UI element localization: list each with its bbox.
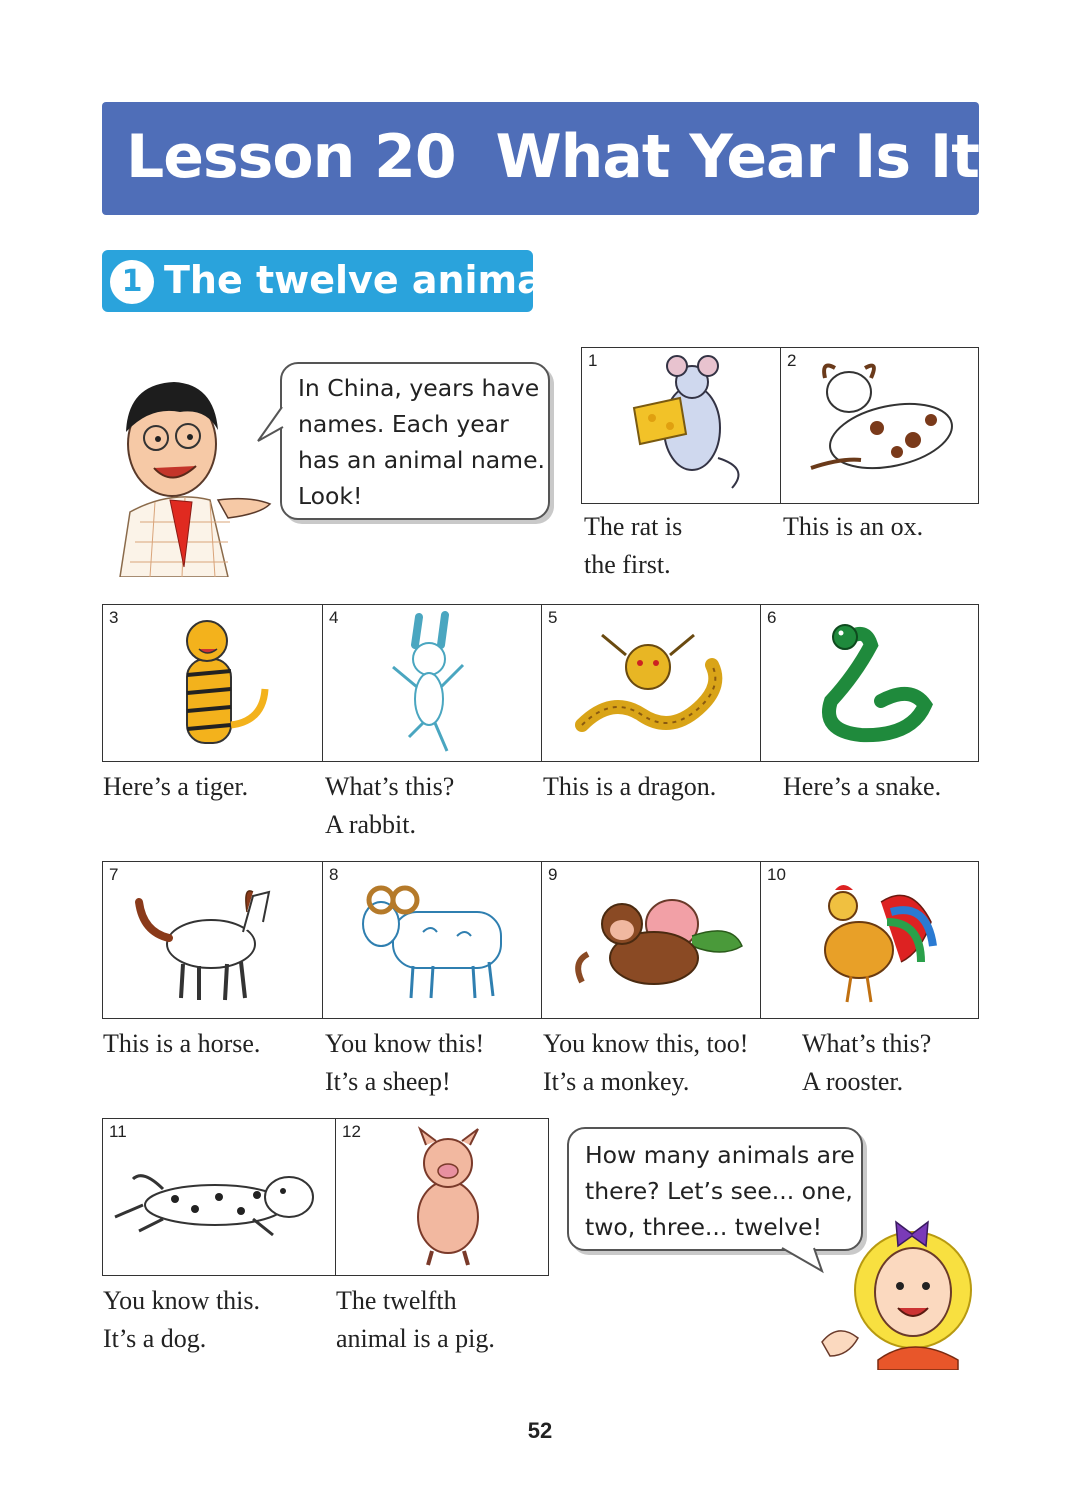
- sheep-icon: [323, 862, 542, 1018]
- animal-card-ox: [780, 348, 978, 503]
- bubble-line: Look!: [298, 482, 363, 510]
- caption-line: You know this, too!: [543, 1029, 749, 1058]
- caption-line: It’s a dog.: [103, 1324, 207, 1353]
- animal-number: 1: [588, 351, 598, 370]
- girl-illustration: [818, 1210, 978, 1370]
- animal-number: 2: [787, 351, 797, 370]
- bubble-line: two, three... twelve!: [585, 1213, 823, 1241]
- horse-icon: [103, 862, 322, 1018]
- dragon-icon: [542, 605, 761, 761]
- pig-icon: [336, 1119, 549, 1275]
- boy-speech-bubble: [280, 362, 550, 520]
- animal-card-pig: [335, 1119, 548, 1275]
- section-heading: [102, 250, 579, 312]
- caption-line: It’s a monkey.: [543, 1067, 690, 1096]
- animal-number: 9: [548, 865, 558, 884]
- rooster-icon: [761, 862, 979, 1018]
- animal-card-tiger: [103, 605, 322, 761]
- animal-number: 11: [109, 1122, 127, 1141]
- animal-panel-row-4: [102, 1118, 549, 1276]
- caption-line: This is a dragon.: [543, 772, 717, 801]
- caption-line: What’s this?: [325, 772, 455, 801]
- ox-icon: [781, 348, 979, 503]
- caption-line: This is an ox.: [783, 512, 924, 541]
- caption-line: You know this!: [325, 1029, 485, 1058]
- caption-line: Here’s a tiger.: [103, 772, 249, 801]
- boy-illustration: [110, 372, 275, 577]
- animal-panel-row-2: [102, 604, 979, 762]
- animal-card-rooster: [760, 862, 978, 1018]
- bubble-line: there? Let’s see... one,: [585, 1177, 853, 1205]
- rabbit-icon: [323, 605, 542, 761]
- caption-monkey: [543, 1025, 748, 1101]
- animal-card-rat: [582, 348, 780, 503]
- caption-line: animal is a pig.: [336, 1324, 495, 1353]
- rat-icon: [582, 348, 780, 503]
- caption-horse: [103, 1025, 260, 1063]
- dog-icon: [103, 1119, 335, 1275]
- caption-tiger: [103, 768, 248, 806]
- caption-rooster: [802, 1025, 931, 1101]
- caption-rat: [584, 508, 682, 584]
- snake-icon: [761, 605, 979, 761]
- caption-sheep: [325, 1025, 484, 1101]
- bubble-line: has an animal name.: [298, 446, 546, 474]
- section-title: The twelve animals: [164, 258, 579, 302]
- animal-number: 12: [342, 1122, 361, 1141]
- animal-card-snake: [760, 605, 978, 761]
- monkey-icon: [542, 862, 761, 1018]
- animal-panel-row-1: [581, 347, 979, 504]
- animal-number: 6: [767, 608, 777, 627]
- caption-dragon: [543, 768, 716, 806]
- bubble-line: How many animals are: [585, 1141, 855, 1169]
- bubble-line: names. Each year: [298, 410, 509, 438]
- animal-card-sheep: [322, 862, 541, 1018]
- animal-card-rabbit: [322, 605, 541, 761]
- animal-number: 5: [548, 608, 558, 627]
- animal-number: 3: [109, 608, 119, 627]
- caption-line: You know this.: [103, 1286, 261, 1315]
- caption-line: A rabbit.: [325, 810, 416, 839]
- animal-card-dragon: [541, 605, 760, 761]
- caption-dog: [103, 1282, 260, 1358]
- caption-rabbit: [325, 768, 454, 844]
- animal-card-monkey: [541, 862, 760, 1018]
- section-number: 1: [110, 260, 154, 304]
- caption-ox: [783, 508, 923, 546]
- animal-number: 7: [109, 865, 119, 884]
- animal-number: 8: [329, 865, 339, 884]
- caption-line: It’s a sheep!: [325, 1067, 451, 1096]
- bubble-line: In China, years have: [298, 374, 540, 402]
- animal-card-dog: [103, 1119, 335, 1275]
- caption-line: the first.: [584, 550, 671, 579]
- boy-bubble-tail: [256, 405, 286, 445]
- caption-line: This is a horse.: [103, 1029, 261, 1058]
- animal-panel-row-3: [102, 861, 979, 1019]
- lesson-title: Lesson 20 What Year Is It?: [126, 122, 1013, 192]
- animal-card-horse: [103, 862, 322, 1018]
- animal-number: 4: [329, 608, 339, 627]
- animal-number: 10: [767, 865, 786, 884]
- caption-pig: [336, 1282, 495, 1358]
- caption-line: A rooster.: [802, 1067, 904, 1096]
- caption-snake: [783, 768, 941, 806]
- caption-line: What’s this?: [802, 1029, 932, 1058]
- lesson-title-bar: [102, 102, 1013, 215]
- caption-line: The rat is: [584, 512, 683, 541]
- page-number: 52: [527, 1418, 553, 1443]
- caption-line: Here’s a snake.: [783, 772, 942, 801]
- tiger-icon: [103, 605, 322, 761]
- caption-line: The twelfth: [336, 1286, 457, 1315]
